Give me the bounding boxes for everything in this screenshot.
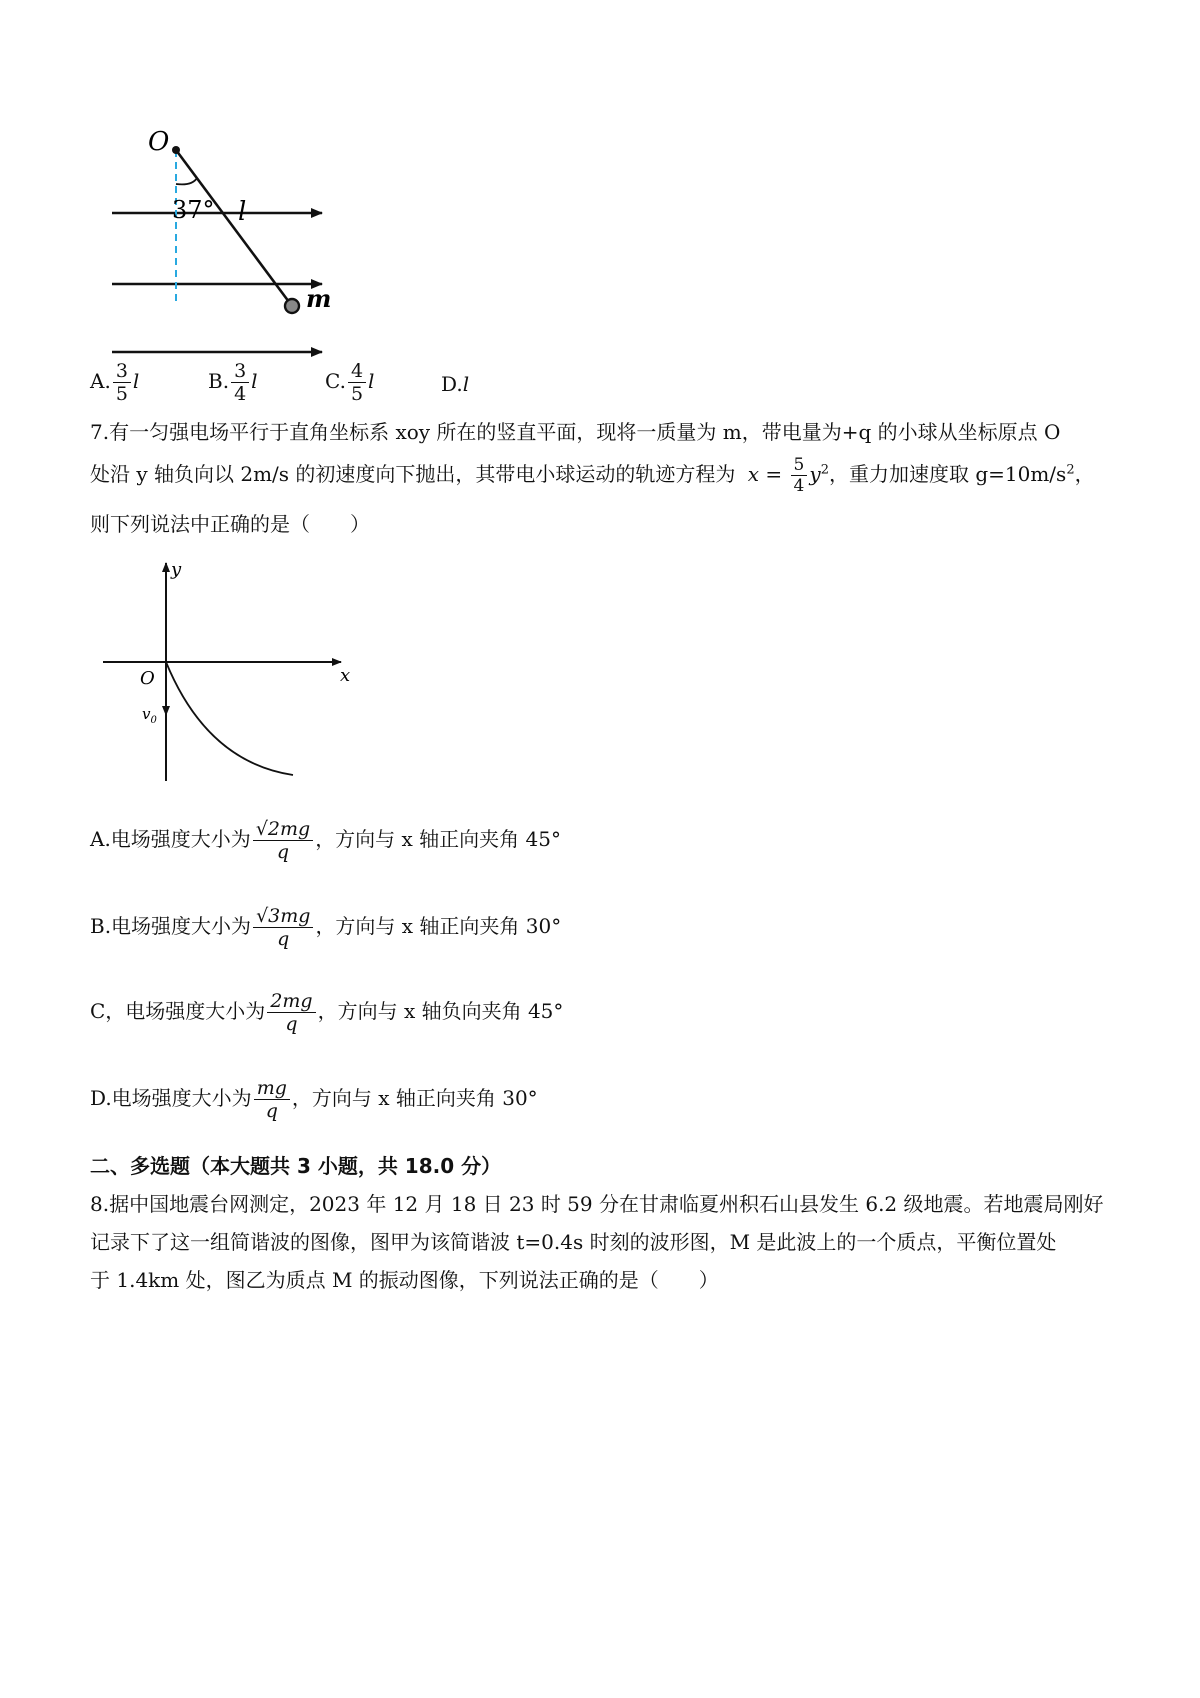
q7-line-2: 处沿 y 轴负向以 2m/s 的初速度向下抛出，其带电小球运动的轨迹方程为 x = $\frac{5}{4}$ $y^2$，重力加速度取 $g=10m/s^2$， <box>90 455 1095 496</box>
q7-option-d: D.电场强度大小为 $\frac{mg}{q}$ ，方向与 x 轴正向夹角 30° <box>90 1077 538 1122</box>
trajectory-figure <box>95 555 375 785</box>
pivot-point <box>172 146 180 154</box>
label-angle: 37° <box>172 196 215 224</box>
pendulum-figure <box>100 120 380 380</box>
q6-option-a: A. $\frac{3}{5}$ l <box>90 360 140 405</box>
q7-option-a: A.电场强度大小为 $\frac{√2mg}{q}$ ，方向与 x 轴正向夹角 45° <box>90 818 561 863</box>
angle-arc <box>176 178 197 184</box>
label-x: x <box>340 665 351 686</box>
q7-line-3: 则下列说法中正确的是（ ） <box>90 512 370 536</box>
q8-line-2: 记录下了这一组简谐波的图像，图甲为该简谐波 t=0.4s 时刻的波形图，M 是此波上的一个质点，平衡位置处 <box>90 1230 1057 1254</box>
trajectory-curve <box>166 662 293 775</box>
label-o: O <box>148 127 170 157</box>
pendulum-ball <box>285 299 299 313</box>
section-heading: 二、多选题（本大题共 3 小题，共 18.0 分） <box>90 1154 502 1178</box>
q7-option-c: C，电场强度大小为 $\frac{2mg}{q}$ ，方向与 x 轴负向夹角 45° <box>90 990 564 1035</box>
q8-line-1: 8.据中国地震台网测定，2023 年 12 月 18 日 23 时 59 分在甘肃临夏州积石山县发生 6.2 级地震。若地震局刚好 <box>90 1192 1104 1216</box>
q6-option-c: C. $\frac{4}{5}$ l <box>325 360 375 405</box>
q7-option-b: B.电场强度大小为 $\frac{√3mg}{q}$ ，方向与 x 轴正向夹角 30° <box>90 905 562 950</box>
label-y: y <box>171 559 182 580</box>
label-origin: O <box>140 668 155 689</box>
q8-line-3: 于 1.4km 处，图乙为质点 M 的振动图像，下列说法正确的是（ ） <box>90 1268 719 1292</box>
label-l: l <box>238 197 247 227</box>
q6-option-b: B. $\frac{3}{4}$ l <box>208 360 258 405</box>
q6-option-d: D.l <box>441 372 470 396</box>
label-v0: $v_0$ <box>142 705 157 726</box>
q7-line-1: 7.有一匀强电场平行于直角坐标系 xoy 所在的竖直平面，现将一质量为 m，带电量为+q 的小球从坐标原点 O <box>90 420 1061 444</box>
label-m: m <box>306 284 332 313</box>
pendulum-string <box>176 150 292 306</box>
